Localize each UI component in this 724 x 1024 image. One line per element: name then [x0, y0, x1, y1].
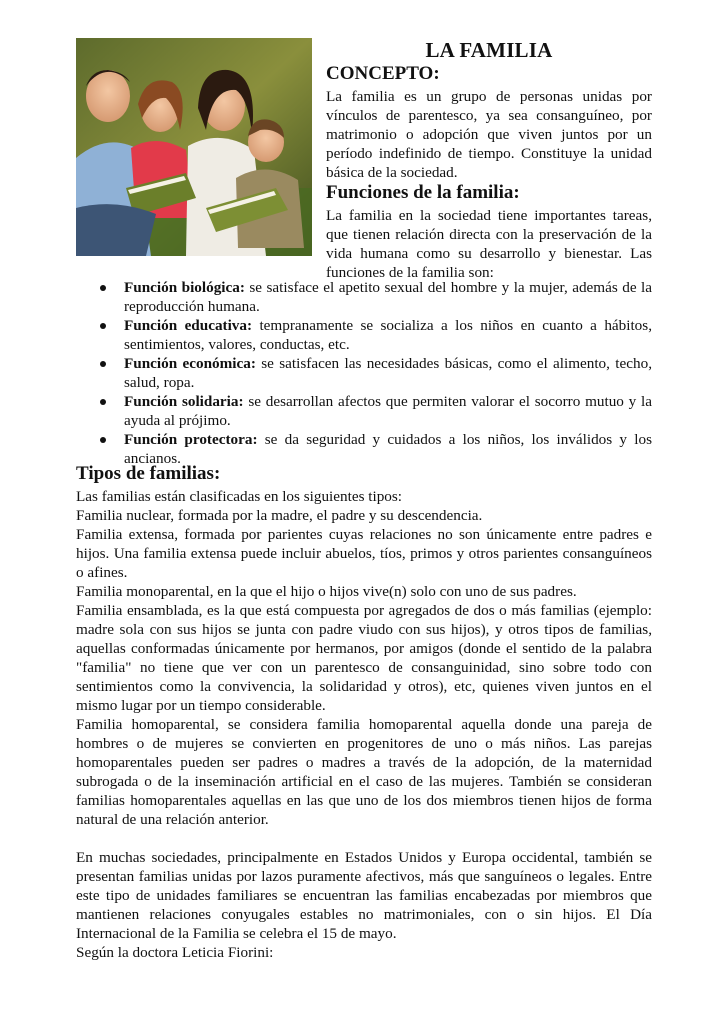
tipos-paragraph: Familia homoparental, se considera familia homoparental aquella donde una pareja de hombres o de mujeres se convierten en progenitores de uno o más niños. Las parejas homoparentales pueden ser padres o madres a través de la adopción, de la maternidad subrogada o de la inseminación artificial en el caso de las mujeres. También se consideran familias homoparentales aquellas en las que uno de los dos miembros tienen hijos de forma natural de una relación anterior.: [76, 716, 652, 828]
list-item: [76, 316, 652, 354]
funcion-term: Función económica:: [124, 355, 256, 372]
funcion-term: Función solidaria:: [124, 393, 244, 410]
funcion-text: se satisface el apetito sexual del hombre y la mujer, además de la reproducción humana.: [124, 279, 652, 315]
closing-paragraph: Según la doctora Leticia Fiorini:: [76, 944, 274, 961]
bullet-icon: [100, 323, 106, 329]
bullet-icon: [100, 361, 106, 367]
funciones-heading: Funciones de la familia:: [326, 182, 520, 203]
tipos-paragraph: Familia nuclear, formada por la madre, el padre y su descendencia.: [76, 507, 483, 524]
concepto-paragraph: La familia es un grupo de personas unidas por vínculos de parentesco, ya sea consanguíneo, por matrimonio o adopción que viven juntos por un período indefinido de tiempo. Constituye la unidad básica de la sociedad.: [326, 88, 652, 181]
list-item: [76, 354, 652, 392]
funciones-list: [76, 278, 652, 468]
funciones-intro: La familia en la sociedad tiene importantes tareas, que tienen relación directa con la preservación de la vida humana como su desarrollo y bienestar. Las funciones de la familia son:: [326, 207, 652, 281]
family-photo: [76, 38, 312, 256]
funcion-term: Función educativa:: [124, 317, 253, 334]
bullet-icon: [100, 437, 106, 443]
funcion-text: se satisfacen las necesidades básicas, como el alimento, techo, salud, ropa.: [124, 355, 652, 391]
funcion-text: se desarrollan afectos que permiten valorar el socorro mutuo y la ayuda al prójimo.: [124, 393, 652, 429]
funcion-text: tempranamente se socializa a los niños en cuanto a hábitos, sentimientos, valores, conductas, etc.: [124, 317, 652, 353]
list-item: [76, 278, 652, 316]
funcion-term: Función biológica:: [124, 279, 245, 296]
funcion-text: se da seguridad y cuidados a los niños, los inválidos y los ancianos.: [124, 431, 652, 467]
bullet-icon: [100, 399, 106, 405]
tipos-paragraph: Familia monoparental, en la que el hijo o hijos vive(n) solo con uno de sus padres.: [76, 583, 577, 600]
bullet-icon: [100, 285, 106, 291]
document-title: LA FAMILIA: [425, 38, 553, 62]
tipos-paragraph: Familia ensamblada, es la que está compuesta por agregados de dos o más familias (ejemplo: madre sola con sus hijos se junta con padre viudo con sus hijos), y otros tipos de familias, aquellas conformadas únicamente por hermanos, por amigos (donde el sentido de la palabra "familia" no tiene que ver con un parentesco de consanguinidad, sino sobre todo con sentimientos como la convivencia, la solidaridad y otros), etc, quienes viven juntos en el mismo lugar por un tiempo considerable.: [76, 602, 652, 714]
concepto-heading: CONCEPTO:: [326, 63, 440, 84]
tipos-heading: Tipos de familias:: [76, 463, 221, 484]
list-item: [76, 392, 652, 430]
tipos-paragraph: Familia extensa, formada por parientes cuyas relaciones no son únicamente entre padres e hijos. Una familia extensa puede incluir abuelos, tíos, primos y otros parientes consanguíneos o afines.: [76, 526, 652, 581]
tipos-paragraph: Las familias están clasificadas en los siguientes tipos:: [76, 488, 403, 505]
closing-paragraph: En muchas sociedades, principalmente en Estados Unidos y Europa occidental, también se presentan familias unidas por lazos puramente afectivos, más que sanguíneos o legales. Entre este tipo de unidades familiares se encuentran las familias encabezadas por miembros que mantienen relaciones conyugales estables no matrimoniales, con o sin hijos. El Día Internacional de la Familia se celebra el 15 de mayo.: [76, 849, 652, 942]
tipos-body: [76, 487, 652, 962]
funcion-term: Función protectora:: [124, 431, 258, 448]
family-photo-illustration: [76, 38, 312, 256]
